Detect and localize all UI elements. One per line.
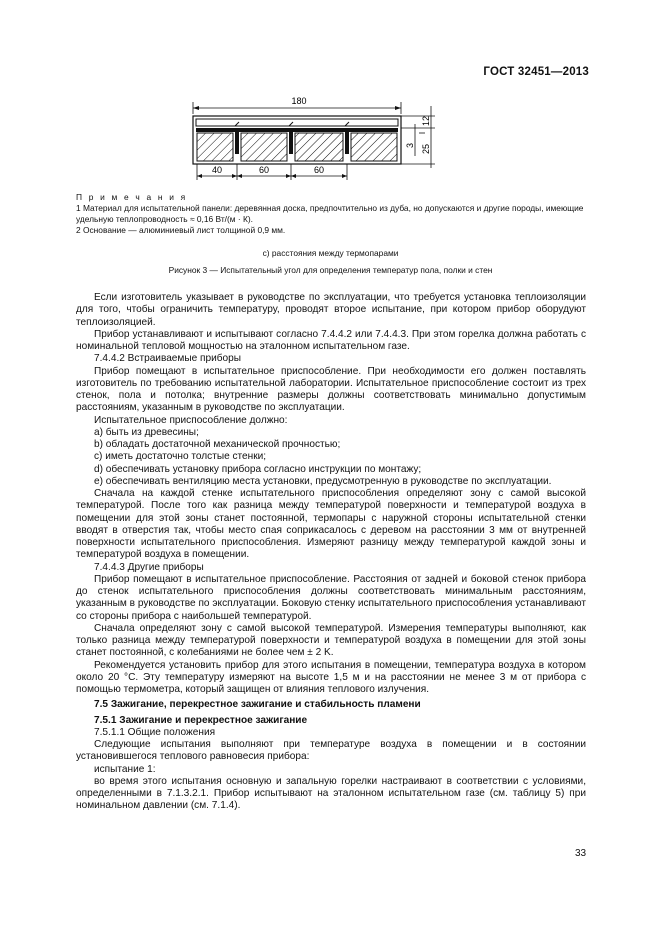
dimension-60-a: 60 — [258, 165, 270, 175]
paragraph: во время этого испытания основную и запальную горелки настраивают в соответствии с условиями, определенными в 7.1.3.2.1. Прибор испытывают на эталонном испытательном газе (см. таблицу 5) при номинальном давлении (см. 7.1.4). — [76, 775, 586, 812]
list-item: c) иметь достаточно толстые стенки; — [94, 451, 267, 463]
subsection-heading: 7.5.1.1 Общие положения — [94, 726, 216, 738]
paragraph: Если изготовитель указывает в руководстве по эксплуатации, что требуется установка теплоизоляции для того, чтобы ограничить температуру, проводят второе испытание, при котором прибор оборудуют теплоизоляцией. — [76, 292, 586, 328]
page-number: 33 — [575, 848, 587, 859]
dimension-40: 40 — [211, 165, 223, 175]
section-heading: 7.5 Зажигание, перекрестное зажигание и стабильность пламени — [94, 699, 421, 711]
paragraph: Прибор помещают в испытательное приспособление. Расстояния от задней и боковой стенок прибора до стенок испытательного приспособления должны соответствовать минимальным расстояниям, указанным в руководстве по эксплуатации. Боковую стенку испытательного приспособления устанавливают со стороны прибора с наибольшей температурой. — [76, 573, 586, 622]
paragraph: Прибор помещают в испытательное приспособление. При необходимости его должен поставлять изготовитель по требованию испытательной лаборатории. Испытательное приспособление состоит из трех стенок, пола и потолка; внутренние размеры должны соответствовать минимально допустимым расстояниям, указанным в руководстве по эксплуатации. — [76, 365, 586, 414]
figure-caption: Рисунок 3 — Испытательный угол для определения температур пола, полки и стен — [168, 265, 493, 275]
paragraph: испытание 1: — [94, 763, 156, 775]
paragraph: Прибор устанавливают и испытывают согласно 7.4.4.2 или 7.4.4.3. При этом горелка должна работать с номинальной тепловой мощностью на эталонном испытательном газе. — [76, 328, 586, 352]
list-item: a) быть из древесины; — [94, 426, 199, 438]
section-heading: 7.5.1 Зажигание и перекрестное зажигание — [94, 714, 308, 726]
list-item: b) обладать достаточной механической прочностью; — [94, 439, 341, 450]
figure-subcaption: с) расстояния между термопарами — [262, 248, 399, 258]
paragraph: Рекомендуется установить прибор для этого испытания в помещении, температура воздуха в котором около 20 °С. Эту температуру измеряют на высоте 1,5 м и на расстоянии не менее 3 м от прибора с помощью термометра, который защищен от влияния теплового излучения. — [76, 659, 586, 695]
body-text — [76, 292, 586, 813]
paragraph: Сначала на каждой стенке испытательного приспособления определяют зону с самой высокой температурой. После того как разница между температурой поверхности и температурой воздуха в помещении для этой зоны станет постоянной, термопары с наружной стороны испытательной стенки вводят в отверстия так, чтобы место спая соприкасалось с деревом на расстоянии 3 мм от внутренней поверхности испытательного приспособления. Измеряют разницу между температурой каждой зоны и температурой воздуха в помещении. — [76, 488, 586, 561]
document-header: ГОСТ 32451—2013 — [483, 66, 589, 78]
list-item: d) обеспечивать установку прибора согласно инструкции по монтажу; — [94, 463, 422, 475]
list-item: e) обеспечивать вентиляцию места установки, предусмотренную в руководстве по эксплуатации. — [94, 475, 552, 487]
test-corner-figure — [183, 96, 443, 186]
paragraph: Испытательное приспособление должно: — [94, 414, 288, 426]
subsection-heading: 7.4.4.2 Встраиваемые приборы — [94, 353, 242, 365]
note-2: 2 Основание — алюминиевый лист толщиной 0,9 мм. — [76, 225, 286, 235]
paragraph: Следующие испытания выполняют при температуре воздуха в помещении и в состоянии установившегося теплового равновесия прибора: — [76, 739, 586, 763]
dimension-3: 3 — [405, 142, 415, 148]
notes-title: П р и м е ч а н и я — [76, 192, 188, 202]
dimension-180: 180 — [291, 96, 307, 106]
dimension-12: 12 — [421, 115, 431, 126]
subsection-heading: 7.4.4.3 Другие приборы — [94, 561, 204, 573]
dimension-60-b: 60 — [313, 165, 325, 175]
dimension-25: 25 — [421, 143, 431, 154]
paragraph: Сначала определяют зону с самой высокой температурой. Измерения температуры выполняют, как только разница между температурой поверхности и температурой воздуха в помещении для этой зоны станет постоянной, с колебаниями не более чем ± 2 K. — [76, 622, 586, 659]
figure-notes — [76, 192, 586, 236]
note-1: 1 Материал для испытательной панели: деревянная доска, предпочтительно из дуба, но допускаются и другие породы, имеющие удельную теплопроводность ≈ 0,16 Вт/(м · К). — [76, 203, 584, 224]
